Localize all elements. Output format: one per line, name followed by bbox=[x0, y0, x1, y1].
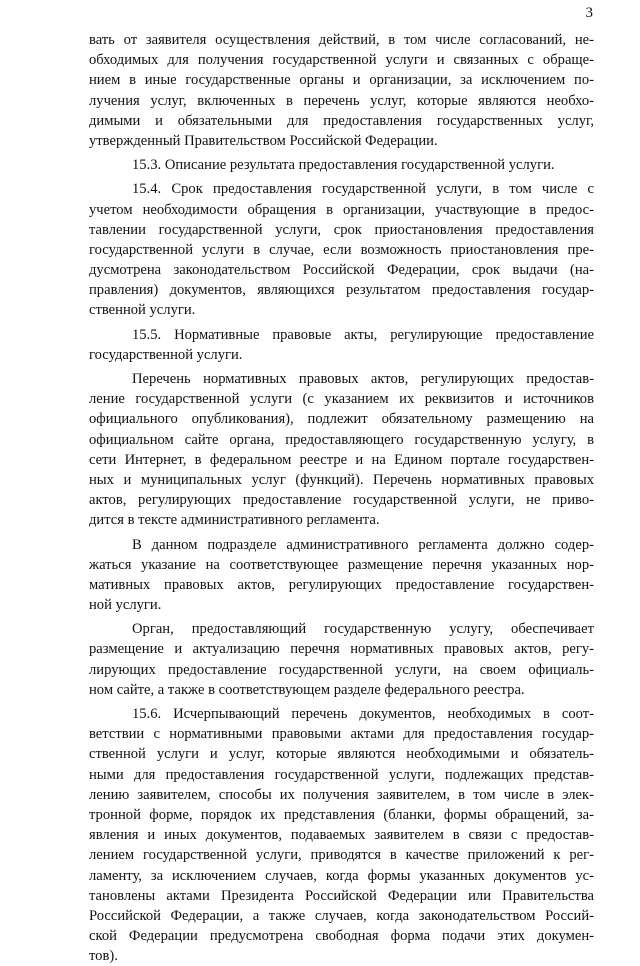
text-line: ветствии с нормативными правовыми актами для предоставления государ- bbox=[89, 726, 594, 743]
text-line: 15.3. Описание результата предоставления государственной услуги. bbox=[132, 157, 555, 174]
text-line: официального опубликования), подлежит обязательному размещению на bbox=[89, 411, 594, 428]
text-line: утвержденный Правительством Российской Федерации. bbox=[89, 132, 438, 149]
paragraph-continuation bbox=[89, 30, 594, 151]
paragraph-list-of-acts bbox=[89, 369, 594, 531]
text-line: учетом необходимости обращения в организации, участвующие в предос- bbox=[89, 201, 594, 218]
text-line: В данном подразделе административного регламента должно содер- bbox=[132, 536, 594, 553]
text-line: лением государственной услуги, приводятся в качестве приложений к рег- bbox=[89, 847, 594, 864]
page-number: 3 bbox=[585, 5, 593, 21]
paragraph-15-4 bbox=[89, 179, 594, 320]
text-line: димыми и обязательными для предоставления государственных услуг, bbox=[89, 112, 594, 129]
text-line: Орган, предоставляющий государственную услугу, обеспечивает bbox=[132, 621, 594, 638]
text-line: ных и муниципальных услуг (функций). Перечень нормативных правовых bbox=[89, 471, 594, 488]
text-line: ном сайте, а также в соответствующем разделе федерального реестра. bbox=[89, 681, 525, 698]
text-line: Перечень нормативных правовых актов, регулирующих предостав- bbox=[132, 371, 594, 387]
text-line: 15.4. Срок предоставления государственной услуги, в том числе с bbox=[132, 181, 594, 198]
text-line: мативных правовых актов, регулирующих предоставление государствен- bbox=[89, 576, 594, 593]
paragraph-15-6 bbox=[89, 704, 594, 966]
text-line: дусмотрена законодательством Российской Федерации, срок выдачи (на- bbox=[89, 262, 594, 279]
text-line: ской Федерации предусмотрена свободная форма подачи этих докумен- bbox=[89, 928, 594, 945]
text-line: явления и иных документов, подаваемых заявителем в связи с предостав- bbox=[89, 827, 594, 844]
document-body bbox=[89, 30, 594, 966]
text-line: тронной форме, порядок их представления (бланки, формы обращений, за- bbox=[89, 806, 594, 823]
text-line: лирующих предоставление государственной услуги, на своем официаль- bbox=[89, 661, 594, 678]
text-line: 15.6. Исчерпывающий перечень документов, необходимых в соот- bbox=[132, 706, 594, 722]
text-line: размещение и актуализацию перечня нормативных правовых актов, регу- bbox=[89, 641, 594, 658]
text-line: нием в иные государственные органы и организации, за исключением по- bbox=[89, 72, 594, 89]
text-line: ными для предоставления государственной услуги, подлежащих представ- bbox=[89, 766, 594, 783]
text-line: жаться указание на соответствующее размещение перечня указанных нор- bbox=[89, 556, 594, 573]
text-line: лучения услуг, включенных в перечень услуг, которые являются необхо- bbox=[89, 92, 594, 109]
text-line: тановлены актами Президента Российской Федерации или Правительства bbox=[89, 887, 594, 904]
paragraph-15-3 bbox=[89, 155, 594, 175]
text-line: ственной услуги и услуг, которые являются необходимыми и обязатель- bbox=[89, 746, 594, 763]
text-line: Российской Федерации, а также случаев, когда законодательством Россий- bbox=[89, 907, 594, 924]
text-line: ной услуги. bbox=[89, 597, 162, 614]
text-line: ственной услуги. bbox=[89, 302, 196, 319]
text-line: дится в тексте административного регламента. bbox=[89, 512, 380, 529]
text-line: официальном сайте органа, предоставляющего государственную услугу, в bbox=[89, 431, 594, 448]
text-line: обходимых для получения государственной услуги и связанных с обраще- bbox=[89, 52, 594, 69]
text-line: 15.5. Нормативные правовые акты, регулирующие предоставление bbox=[132, 326, 594, 343]
text-line: ление государственной услуги (с указанием их реквизитов и источников bbox=[89, 391, 594, 408]
text-line: правления) документов, являющихся результатом предоставления государ- bbox=[89, 282, 594, 299]
paragraph-subsection-note bbox=[89, 535, 594, 616]
text-line: ламенту, за исключением случаев, когда формы указанных документов ус- bbox=[89, 867, 594, 884]
text-line: государственной услуги в случае, если возможность приостановления пре- bbox=[89, 241, 594, 258]
text-line: сети Интернет, в федеральном реестре и на Едином портале государствен- bbox=[89, 451, 594, 468]
text-line: тов). bbox=[89, 948, 118, 965]
text-line: лению заявителем, способы их получения заявителем, в том числе в элек- bbox=[89, 786, 594, 803]
text-line: государственной услуги. bbox=[89, 346, 243, 363]
paragraph-authority-duty bbox=[89, 619, 594, 700]
text-line: актов, регулирующих предоставление государственной услуги, не приво- bbox=[89, 492, 594, 509]
paragraph-15-5 bbox=[89, 325, 594, 365]
text-line: вать от заявителя осуществления действий, в том числе согласований, не- bbox=[89, 32, 594, 48]
text-line: тавлении государственной услуги, срок приостановления предоставления bbox=[89, 221, 594, 238]
